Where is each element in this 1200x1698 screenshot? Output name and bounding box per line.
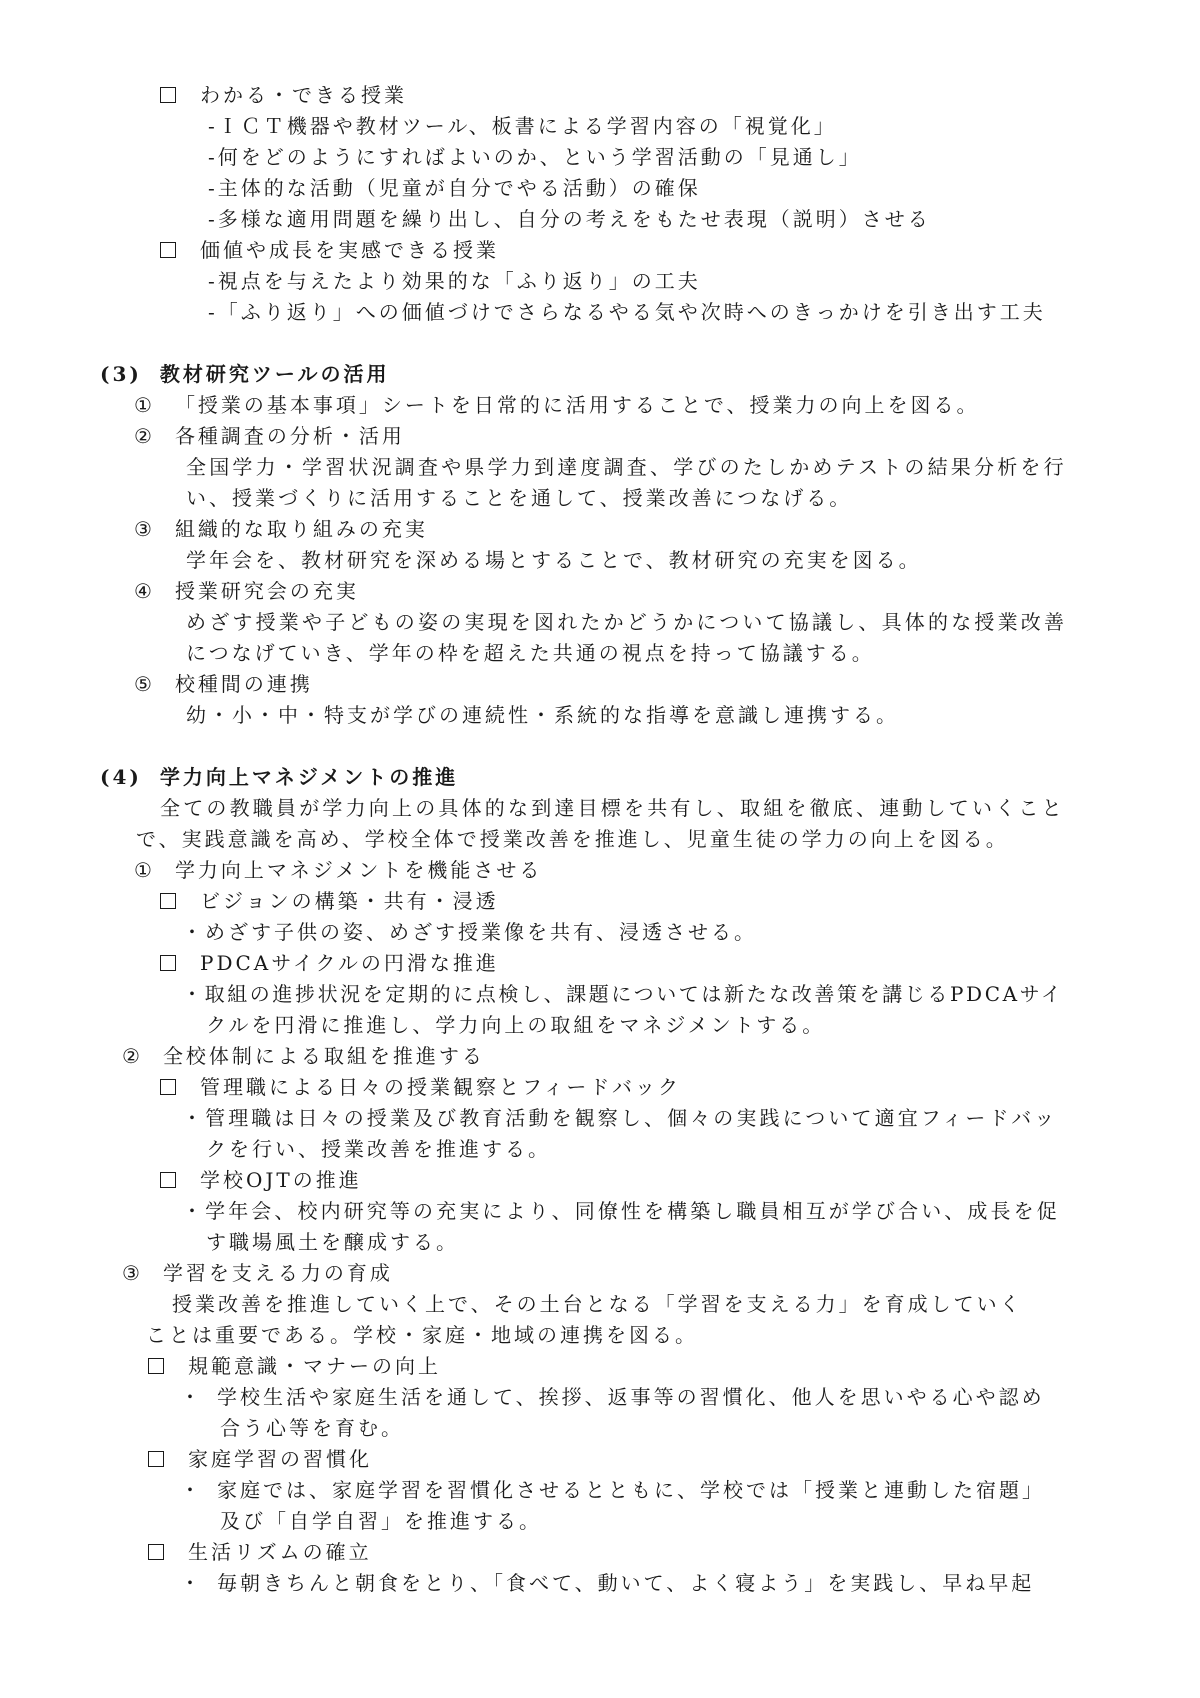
checkbox-square-icon — [148, 1544, 164, 1560]
item-title: 「授業の基本事項」シートを日常的に活用することで、授業力の向上を図る。 — [174, 393, 980, 417]
paragraph-line: で、実践意識を高め、学校全体で授業改善を推進し、児童生徒の学力の向上を図る。 — [136, 827, 1009, 851]
item-body-line: 学校生活や家庭生活を通して、挨拶、返事等の習慣化、他人を思いやる心や認め — [217, 1385, 1045, 1409]
section-title: 教材研究ツールの活用 — [159, 362, 390, 386]
bullet-line: -何をどのようにすればよいのか、という学習活動の「見通し」 — [208, 145, 862, 169]
checkbox-item-understandable-lesson — [160, 82, 407, 108]
paragraph-line: 全ての教職員が学力向上の具体的な到達目標を共有し、取組を徹底、連動していくこと — [160, 796, 1065, 820]
item-marker: ② — [122, 1044, 143, 1068]
item-title: 規範意識・マナーの向上 — [188, 1354, 441, 1378]
item-marker: ① — [134, 393, 155, 417]
item-marker: ⑤ — [134, 672, 155, 696]
item-body-line: につなげていき、学年の枠を超えた共通の視点を持って協議する。 — [186, 641, 875, 665]
item-body-line: す職場風土を醸成する。 — [206, 1230, 459, 1254]
item-body-line: めざす授業や子どもの姿の実現を図れたかどうかについて協議し、具体的な授業改善 — [186, 610, 1068, 634]
item-title: わかる・できる授業 — [200, 83, 407, 107]
item-marker: ③ — [122, 1261, 143, 1285]
item-body-line: クを行い、授業改善を推進する。 — [206, 1137, 551, 1161]
checkbox-square-icon — [160, 87, 176, 103]
section-number: (3) — [100, 362, 142, 386]
item-body-line: 合う心等を育む。 — [220, 1416, 404, 1440]
section-heading-4 — [100, 764, 458, 790]
numbered-item — [134, 857, 542, 883]
item-body-line: ・取組の進捗状況を定期的に点検し、課題については新たな改善策を講じるPDCAサイ — [182, 982, 1064, 1006]
bullet-line: -多様な適用問題を繰り出し、自分の考えをもたせ表現（説明）させる — [208, 207, 931, 231]
item-title: ビジョンの構築・共有・浸透 — [200, 889, 499, 913]
bullet-dot: ・ — [180, 1571, 203, 1595]
numbered-item — [134, 516, 428, 542]
checkbox-item — [160, 888, 499, 914]
checkbox-item — [148, 1446, 372, 1472]
checkbox-item — [160, 1074, 681, 1100]
checkbox-item — [148, 1539, 372, 1565]
item-title: 生活リズムの確立 — [188, 1540, 372, 1564]
section-title: 学力向上マネジメントの推進 — [159, 765, 459, 789]
item-title: 家庭学習の習慣化 — [188, 1447, 372, 1471]
item-body-line: ・めざす子供の姿、めざす授業像を共有、浸透させる。 — [182, 920, 757, 944]
checkbox-item-value-growth-lesson — [160, 237, 499, 263]
item-marker: ③ — [134, 517, 155, 541]
bullet-line: -「ふり返り」への価値づけでさらなるやる気や次時へのきっかけを引き出す工夫 — [208, 300, 1046, 324]
item-title: 学習を支える力の育成 — [162, 1261, 393, 1285]
item-title: 管理職による日々の授業観察とフィードバック — [200, 1075, 681, 1099]
item-title: 組織的な取り組みの充実 — [174, 517, 428, 541]
checkbox-item — [148, 1353, 441, 1379]
item-marker: ④ — [134, 579, 155, 603]
dotted-item — [180, 1384, 1045, 1410]
numbered-item — [122, 1043, 485, 1069]
item-title: 全校体制による取組を推進する — [162, 1044, 485, 1068]
dotted-item — [180, 1477, 1045, 1503]
item-body-line: クルを円滑に推進し、学力向上の取組をマネジメントする。 — [206, 1013, 826, 1037]
numbered-item — [134, 578, 359, 604]
item-title: 授業研究会の充実 — [174, 579, 359, 603]
dotted-item — [180, 1570, 1034, 1596]
section-number: (4) — [100, 765, 142, 789]
item-body-line: 全国学力・学習状況調査や県学力到達度調査、学びのたしかめテストの結果分析を行 — [186, 455, 1067, 479]
item-body-line: ・学年会、校内研究等の充実により、同僚性を構築し職員相互が学び合い、成長を促 — [182, 1199, 1060, 1223]
item-body-line: 及び「自学自習」を推進する。 — [220, 1509, 542, 1533]
item-body-line: い、授業づくりに活用することを通して、授業改善につなげる。 — [186, 486, 853, 510]
bullet-dot: ・ — [180, 1478, 203, 1502]
checkbox-item — [160, 950, 499, 976]
item-marker: ② — [134, 424, 155, 448]
item-title: 学力向上マネジメントを機能させる — [174, 858, 543, 882]
bullet-line: -ＩＣＴ機器や教材ツール、板書による学習内容の「視覚化」 — [208, 114, 837, 138]
item-body-line: 幼・小・中・特支が学びの連続性・系統的な指導を意識し連携する。 — [186, 703, 899, 727]
numbered-item — [122, 1260, 393, 1286]
checkbox-square-icon — [160, 893, 176, 909]
checkbox-square-icon — [148, 1451, 164, 1467]
numbered-item — [134, 671, 313, 697]
bullet-line: -主体的な活動（児童が自分でやる活動）の確保 — [208, 176, 701, 200]
item-body-line: 毎朝きちんと朝食をとり、「食べて、動いて、よく寝よう」を実践し、早ね早起 — [217, 1571, 1035, 1595]
item-title: PDCAサイクルの円滑な推進 — [200, 951, 499, 975]
item-body-line: 学年会を、教材研究を深める場とすることで、教材研究の充実を図る。 — [186, 548, 922, 572]
checkbox-square-icon — [148, 1358, 164, 1374]
numbered-item — [134, 423, 405, 449]
paragraph-line: 授業改善を推進していく上で、その土台となる「学習を支える力」を育成していく — [172, 1292, 1023, 1316]
section-heading-3 — [100, 361, 389, 387]
paragraph-line: ことは重要である。学校・家庭・地域の連携を図る。 — [146, 1323, 698, 1347]
checkbox-item — [160, 1167, 362, 1193]
checkbox-square-icon — [160, 1172, 176, 1188]
item-title: 校種間の連携 — [174, 672, 313, 696]
bullet-line: -視点を与えたより効果的な「ふり返り」の工夫 — [208, 269, 701, 293]
numbered-item — [134, 392, 980, 418]
item-body-line: 家庭では、家庭学習を習慣化させるとともに、学校では「授業と連動した宿題」 — [217, 1478, 1045, 1502]
checkbox-square-icon — [160, 955, 176, 971]
checkbox-square-icon — [160, 1079, 176, 1095]
item-title: 価値や成長を実感できる授業 — [200, 238, 499, 262]
item-title: 学校OJTの推進 — [200, 1168, 362, 1192]
item-title: 各種調査の分析・活用 — [174, 424, 405, 448]
item-body-line: ・管理職は日々の授業及び教育活動を観察し、個々の実践について適宜フィードバッ — [182, 1106, 1058, 1130]
bullet-dot: ・ — [180, 1385, 203, 1409]
item-marker: ① — [134, 858, 155, 882]
checkbox-square-icon — [160, 242, 176, 258]
